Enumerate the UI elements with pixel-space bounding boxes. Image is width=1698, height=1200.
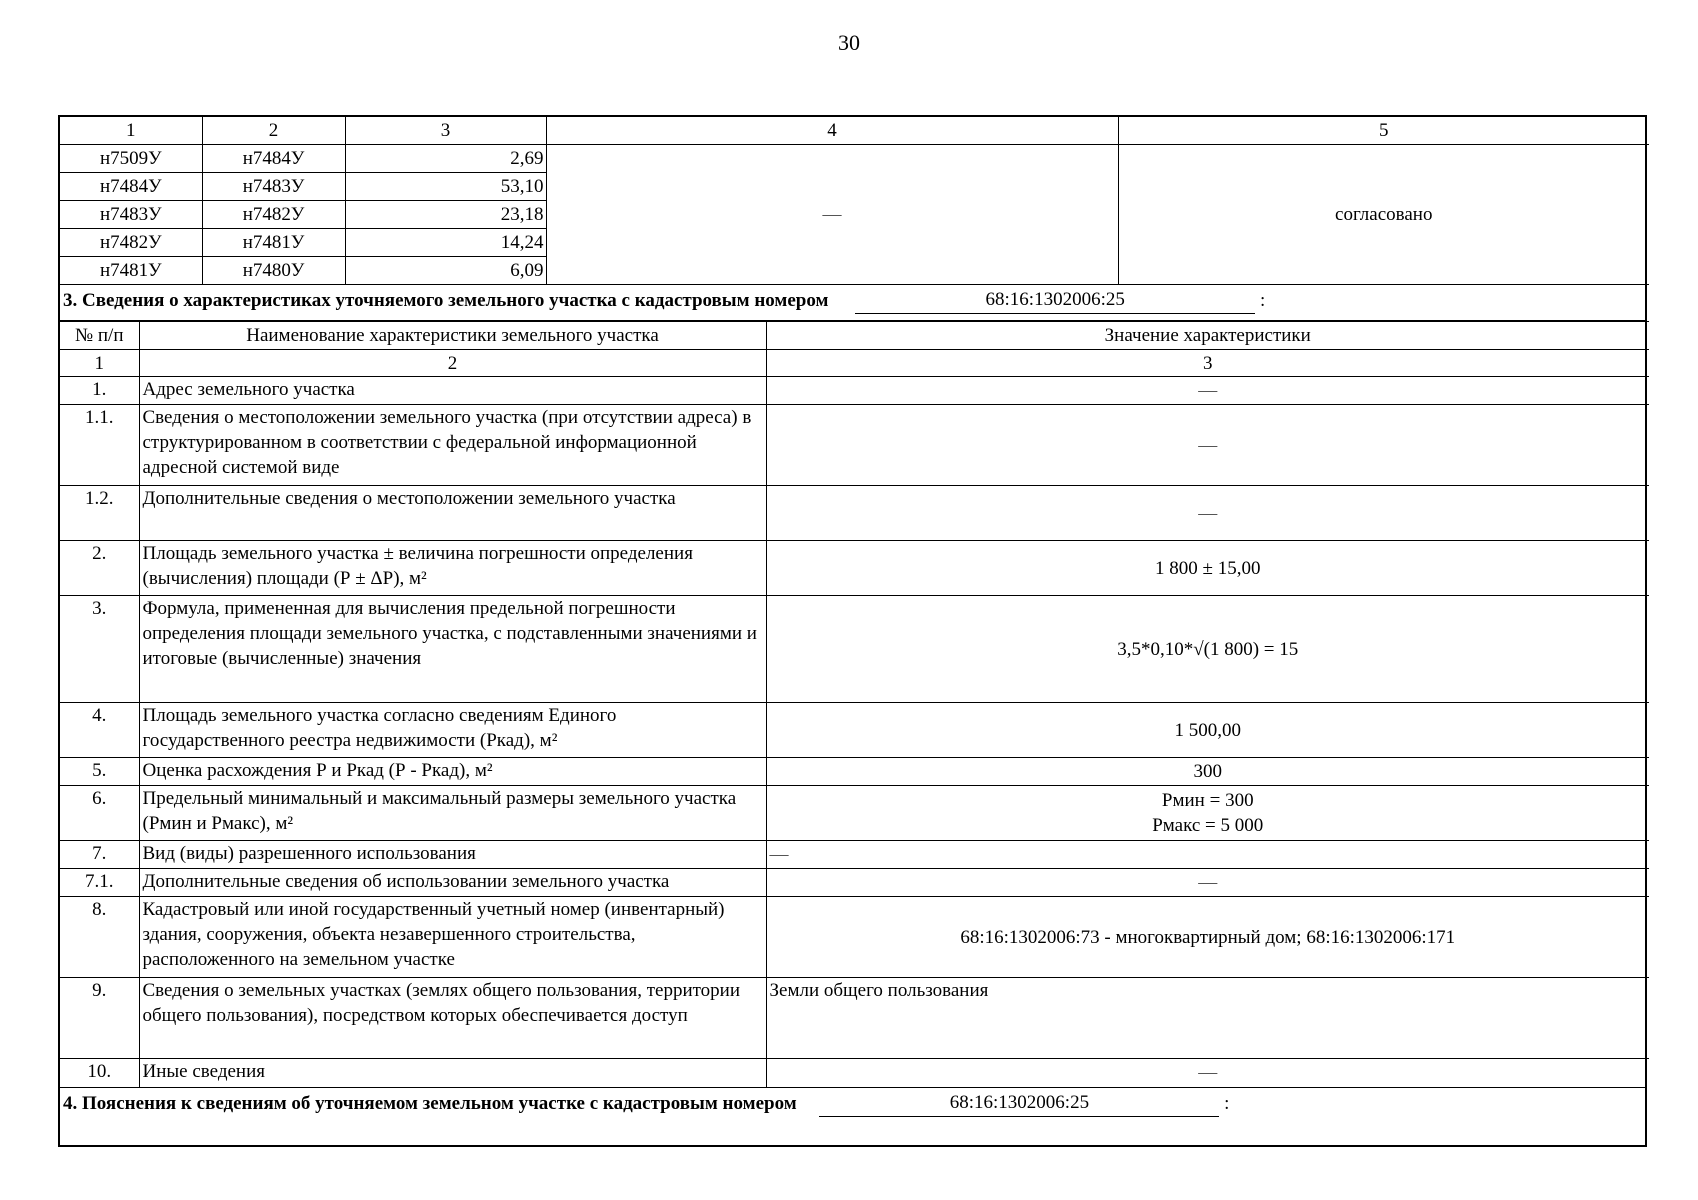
row-number: 5. — [60, 758, 139, 786]
boundary-col-2-header: 2 — [202, 117, 345, 145]
section4-header — [60, 1087, 1645, 1123]
row-number: 3. — [60, 596, 139, 703]
section3-colon: : — [1259, 290, 1266, 311]
boundary-col-1-header: 1 — [60, 117, 202, 145]
table-row — [60, 897, 1649, 978]
approval-status: согласовано — [1118, 145, 1649, 285]
characteristic-name: Иные сведения — [139, 1059, 766, 1087]
col-number-3: 3 — [766, 350, 1649, 377]
table-row — [60, 377, 1649, 405]
col-name-header: Наименование характеристики земельного участка — [139, 322, 766, 350]
row-number: 6. — [60, 786, 139, 841]
characteristic-value: 300 — [766, 758, 1649, 786]
column-numbers-row — [60, 350, 1649, 377]
characteristic-name: Кадастровый или иной государственный учетный номер (инвентарный) здания, сооружения, объекта незавершенного строительства, расположенного на земельном участке — [139, 897, 766, 978]
point-to: н7482У — [202, 201, 345, 229]
characteristic-value: Земли общего пользования — [766, 978, 1649, 1059]
characteristic-value: — — [766, 869, 1649, 897]
characteristics-table — [60, 321, 1649, 1087]
col-number-2: 2 — [139, 350, 766, 377]
table-row — [60, 841, 1649, 869]
point-from: н7509У — [60, 145, 202, 173]
point-from: н7483У — [60, 201, 202, 229]
point-to: н7483У — [202, 173, 345, 201]
section4-cadastral-number: 68:16:1302006:25 — [819, 1090, 1219, 1117]
characteristics-header — [60, 322, 1649, 350]
table-row — [60, 486, 1649, 541]
characteristic-name: Вид (виды) разрешенного использования — [139, 841, 766, 869]
min-size-value: Рмин = 300 — [1161, 790, 1254, 811]
page-number: 30 — [838, 30, 860, 55]
table-row — [60, 786, 1649, 841]
max-size-value: Рмакс = 5 000 — [1152, 815, 1264, 836]
col-number-1: 1 — [60, 350, 139, 377]
table-row — [60, 145, 1649, 173]
table-row — [60, 1059, 1649, 1087]
point-from: н7481У — [60, 257, 202, 285]
table-row — [60, 869, 1649, 897]
segment-length: 23,18 — [345, 201, 546, 229]
characteristic-name: Адрес земельного участка — [139, 377, 766, 405]
characteristic-name: Сведения о местоположении земельного участка (при отсутствии адреса) в структурированном в соответствии с федеральной информационной адресной системой виде — [139, 405, 766, 486]
segment-length: 14,24 — [345, 229, 546, 257]
row-number: 4. — [60, 703, 139, 758]
characteristic-value: 1 800 ± 15,00 — [766, 541, 1649, 596]
characteristic-value: — — [766, 377, 1649, 405]
table-row — [60, 758, 1649, 786]
characteristic-value: — — [766, 1059, 1649, 1087]
characteristic-value: 3,5*0,10*√(1 800) = 15 — [766, 596, 1649, 703]
row-number: 7. — [60, 841, 139, 869]
characteristic-name: Сведения о земельных участках (землях общего пользования, территории общего пользования), посредством которых обеспечивается доступ — [139, 978, 766, 1059]
characteristic-name: Дополнительные сведения об использовании земельного участка — [139, 869, 766, 897]
boundary-table — [60, 117, 1649, 285]
point-to: н7480У — [202, 257, 345, 285]
row-number: 2. — [60, 541, 139, 596]
row-number: 10. — [60, 1059, 139, 1087]
table-row — [60, 703, 1649, 758]
col-num-header: № п/п — [60, 322, 139, 350]
characteristic-name: Оценка расхождения Р и Ркад (Р - Ркад), м² — [139, 758, 766, 786]
row-number: 7.1. — [60, 869, 139, 897]
characteristic-name: Дополнительные сведения о местоположении земельного участка — [139, 486, 766, 541]
section4-title: 4. Пояснения к сведениям об уточняемом земельном участке с кадастровым номером — [63, 1092, 797, 1114]
row-number: 9. — [60, 978, 139, 1059]
table-row — [60, 978, 1649, 1059]
characteristic-value: 68:16:1302006:73 - многоквартирный дом; 68:16:1302006:171 — [766, 897, 1649, 978]
characteristic-value: — — [766, 486, 1649, 541]
table-row — [60, 405, 1649, 486]
characteristic-name: Формула, примененная для вычисления предельной погрешности определения площади земельного участка, с подставленными значениями и итоговые (вычисленные) значения — [139, 596, 766, 703]
section4-colon: : — [1224, 1092, 1230, 1114]
segment-length: 6,09 — [345, 257, 546, 285]
point-to: н7484У — [202, 145, 345, 173]
section3-header — [60, 285, 1645, 321]
characteristic-value: — — [766, 841, 1649, 869]
characteristic-value — [766, 786, 1649, 841]
point-to: н7481У — [202, 229, 345, 257]
boundary-col-4-header: 4 — [546, 117, 1118, 145]
point-from: н7484У — [60, 173, 202, 201]
document-frame — [58, 115, 1647, 1147]
row-number: 1.2. — [60, 486, 139, 541]
boundary-col-3-header: 3 — [345, 117, 546, 145]
point-from: н7482У — [60, 229, 202, 257]
segment-length: 2,69 — [345, 145, 546, 173]
table-row — [60, 596, 1649, 703]
section3-title: 3. Сведения о характеристиках уточняемого земельного участка с кадастровым номером — [63, 290, 829, 311]
characteristic-value: — — [766, 405, 1649, 486]
boundary-col-5-header: 5 — [1118, 117, 1649, 145]
boundary-col4-value: — — [546, 145, 1118, 285]
segment-length: 53,10 — [345, 173, 546, 201]
table-row — [60, 541, 1649, 596]
col-value-header: Значение характеристики — [766, 322, 1649, 350]
characteristic-name: Площадь земельного участка ± величина погрешности определения (вычисления) площади (Р ± ΔР), м² — [139, 541, 766, 596]
characteristic-name: Предельный минимальный и максимальный размеры земельного участка (Рмин и Рмакс), м² — [139, 786, 766, 841]
characteristic-value: 1 500,00 — [766, 703, 1649, 758]
row-number: 8. — [60, 897, 139, 978]
row-number: 1. — [60, 377, 139, 405]
characteristic-name: Площадь земельного участка согласно сведениям Единого государственного реестра недвижимости (Ркад), м² — [139, 703, 766, 758]
boundary-table-header — [60, 117, 1649, 145]
row-number: 1.1. — [60, 405, 139, 486]
section3-cadastral-number: 68:16:1302006:25 — [855, 287, 1255, 314]
